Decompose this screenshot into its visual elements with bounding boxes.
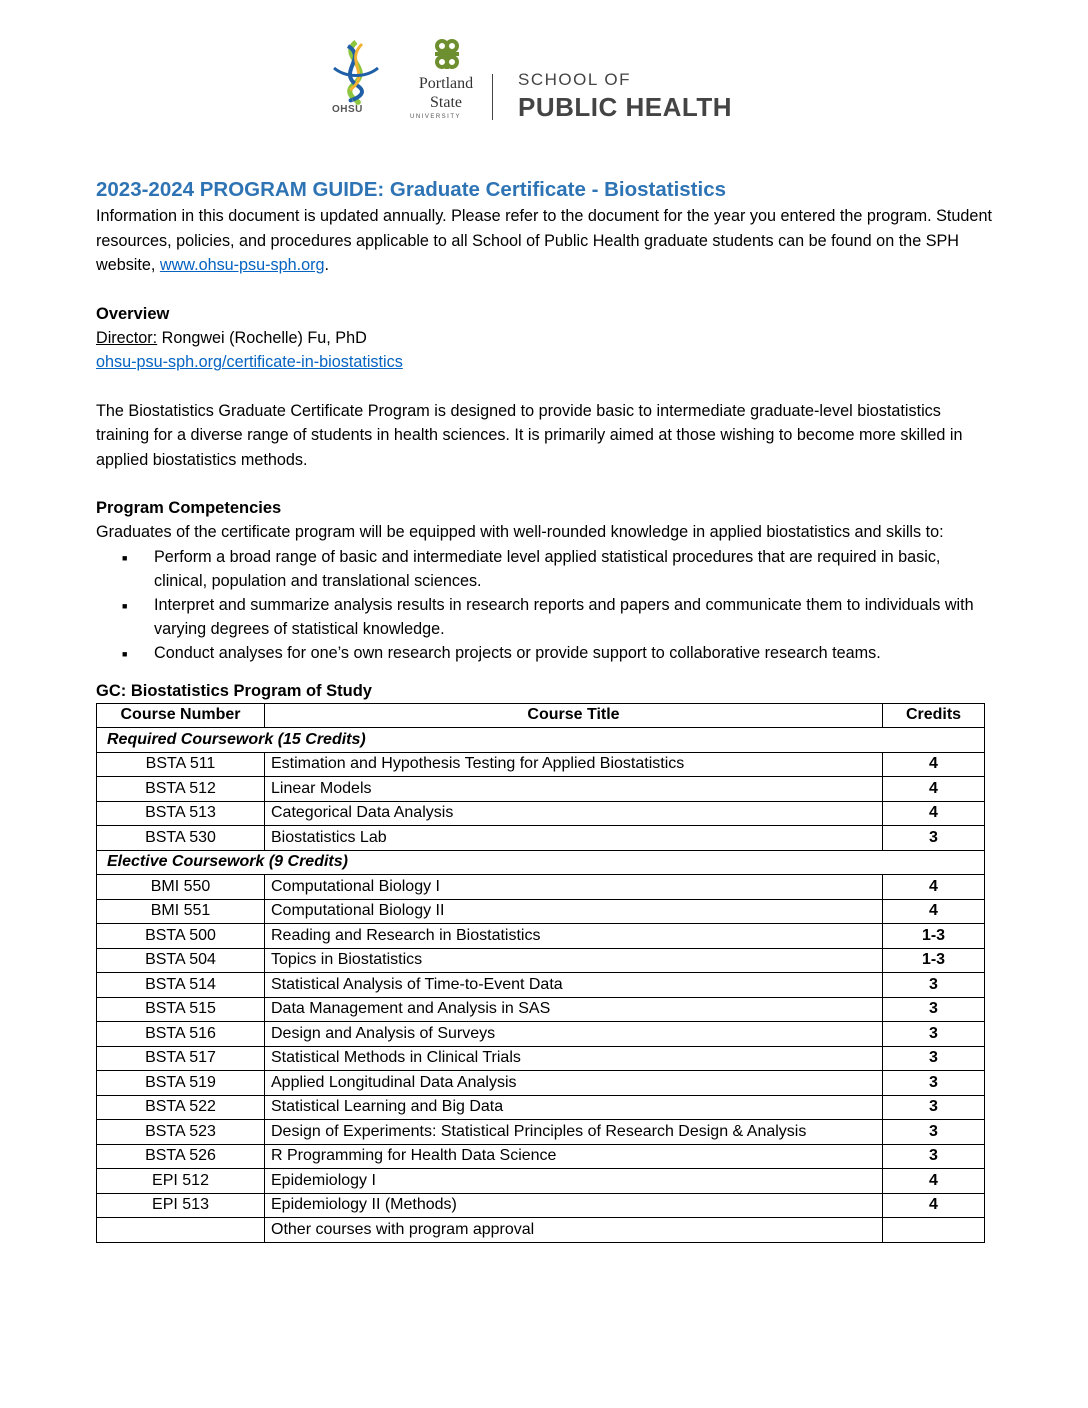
course-number-cell: BSTA 514 [97,973,265,998]
credits-cell: 3 [883,1095,985,1120]
credits-cell: 4 [883,801,985,826]
table-row [97,899,985,924]
sph-line1: SCHOOL OF [518,70,631,89]
table-caption: GC: Biostatistics Program of Study [96,681,372,700]
course-title-cell: Statistical Learning and Big Data [265,1095,883,1120]
column-header-credits: Credits [883,703,985,728]
competencies-intro: Graduates of the certificate program will be equipped with well-rounded knowledge in applied biostatistics and skills to: [96,523,944,541]
credits-cell: 3 [883,1120,985,1145]
credits-cell: 4 [883,752,985,777]
competencies-list [96,545,996,665]
program-of-study-table [96,703,985,1243]
table-row [97,1193,985,1218]
competencies-heading: Program Competencies [96,499,282,517]
header-divider [492,74,493,120]
credits-cell: 3 [883,1046,985,1071]
course-title-cell: Estimation and Hypothesis Testing for Applied Biostatistics [265,752,883,777]
course-title-cell: Topics in Biostatistics [265,948,883,973]
psu-name-line2: State [430,94,462,111]
table-row [97,924,985,949]
table-row [97,948,985,973]
psu-name [396,74,496,112]
course-title-cell: Applied Longitudinal Data Analysis [265,1071,883,1096]
course-title-cell: Data Management and Analysis in SAS [265,997,883,1022]
section-row-elective [97,850,985,875]
course-number-cell: BMI 551 [97,899,265,924]
certificate-link[interactable]: ohsu-psu-sph.org/certificate-in-biostatistics [96,353,403,371]
intro-text: Information in this document is updated annually. Please refer to the document for the year you entered the program. Student resources, policies, and procedures applicable to all School of Public Health graduate students can be found on the SPH website, [96,207,992,274]
course-title-cell: Design of Experiments: Statistical Principles of Research Design & Analysis [265,1120,883,1145]
intro-paragraph [96,204,996,278]
table-row [97,1046,985,1071]
course-title-cell: Statistical Analysis of Time-to-Event Data [265,973,883,998]
course-number-cell: BSTA 504 [97,948,265,973]
course-number-cell: BSTA 519 [97,1071,265,1096]
overview-heading: Overview [96,304,170,323]
course-number-cell: BSTA 513 [97,801,265,826]
ohsu-label: OHSU [332,104,363,115]
table-row [97,875,985,900]
section-label: Elective Coursework (9 Credits) [97,850,985,875]
table-row [97,1071,985,1096]
course-title-cell: Design and Analysis of Surveys [265,1022,883,1047]
course-title-cell: Reading and Research in Biostatistics [265,924,883,949]
bullet-icon: ■ [122,552,128,563]
section-row-required [97,728,985,753]
table-row [97,1022,985,1047]
credits-cell: 4 [883,1193,985,1218]
credits-cell: 3 [883,1144,985,1169]
psu-university-label: UNIVERSITY [410,114,462,120]
bullet-icon: ■ [122,648,128,659]
course-number-cell: BSTA 511 [97,752,265,777]
table-row [97,777,985,802]
table-row [97,1169,985,1194]
course-title-cell: Computational Biology I [265,875,883,900]
table-header-row [97,703,985,728]
bullet-icon: ■ [122,600,128,611]
psu-logo [396,38,496,124]
course-title-cell: Computational Biology II [265,899,883,924]
list-item-text: Interpret and summarize analysis results in research reports and papers and communicate them to individuals with varying degrees of statistical knowledge. [154,595,974,638]
credits-cell: 3 [883,826,985,851]
course-number-cell: BSTA 526 [97,1144,265,1169]
course-title-cell: Statistical Methods in Clinical Trials [265,1046,883,1071]
course-number-cell: EPI 513 [97,1193,265,1218]
overview-description: The Biostatistics Graduate Certificate Program is designed to provide basic to intermediate graduate-level biostatistics training for a diverse range of students in health sciences. It is primarily aimed at those wishing to become more skilled in applied biostatistics methods. [96,401,963,469]
course-number-cell: BSTA 517 [97,1046,265,1071]
credits-cell: 3 [883,997,985,1022]
header-logos [326,38,766,124]
course-number-cell: BMI 550 [97,875,265,900]
credits-cell: 3 [883,1022,985,1047]
course-number-cell: EPI 512 [97,1169,265,1194]
psu-name-line1: Portland [418,75,474,92]
intro-end: . [324,256,330,274]
list-item [122,641,996,665]
page-title: 2023-2024 PROGRAM GUIDE: Graduate Certificate - Biostatistics [96,178,726,201]
table-row [97,826,985,851]
course-title-cell: Epidemiology II (Methods) [265,1193,883,1218]
table-row [97,752,985,777]
course-number-cell: BSTA 515 [97,997,265,1022]
list-item-text: Perform a broad range of basic and intermediate level applied statistical procedures that are required in basic, clinical, population and translational sciences. [154,547,941,590]
psu-knot-icon [430,38,464,72]
table-body [97,728,985,1243]
table-row [97,1095,985,1120]
column-header-title: Course Title [265,703,883,728]
course-title-cell: Categorical Data Analysis [265,801,883,826]
course-number-cell: BSTA 516 [97,1022,265,1047]
course-number-cell: BSTA 512 [97,777,265,802]
course-number-cell: BSTA 530 [97,826,265,851]
credits-cell: 4 [883,899,985,924]
section-label: Required Coursework (15 Credits) [97,728,985,753]
column-header-number: Course Number [97,703,265,728]
list-item-text: Conduct analyses for one’s own research projects or provide support to collaborative research teams. [154,643,881,662]
table-row [97,1218,985,1243]
course-title-cell: Biostatistics Lab [265,826,883,851]
document-body [96,176,996,1243]
table-row [97,1120,985,1145]
sph-website-link[interactable]: www.ohsu-psu-sph.org [159,256,325,274]
course-number-cell: BSTA 522 [97,1095,265,1120]
director-name: Rongwei (Rochelle) Fu, PhD [157,328,367,347]
course-number-cell: BSTA 523 [97,1120,265,1145]
table-row [97,1144,985,1169]
credits-cell: 3 [883,973,985,998]
course-title-cell: Other courses with program approval [265,1218,883,1243]
credits-cell: 3 [883,1071,985,1096]
course-title-cell: Epidemiology I [265,1169,883,1194]
list-item [122,593,996,641]
director-line [96,326,996,351]
course-title-cell: R Programming for Health Data Science [265,1144,883,1169]
credits-cell: 4 [883,1169,985,1194]
credits-cell: 1-3 [883,924,985,949]
list-item [122,545,996,593]
credits-cell: 4 [883,875,985,900]
credits-cell [883,1218,985,1243]
credits-cell: 1-3 [883,948,985,973]
table-row [97,997,985,1022]
sph-line2: PUBLIC HEALTH [518,92,733,122]
credits-cell: 4 [883,777,985,802]
table-row [97,801,985,826]
course-number-cell [97,1218,265,1243]
course-number-cell: BSTA 500 [97,924,265,949]
director-label: Director: [96,328,158,347]
table-row [97,973,985,998]
course-title-cell: Linear Models [265,777,883,802]
